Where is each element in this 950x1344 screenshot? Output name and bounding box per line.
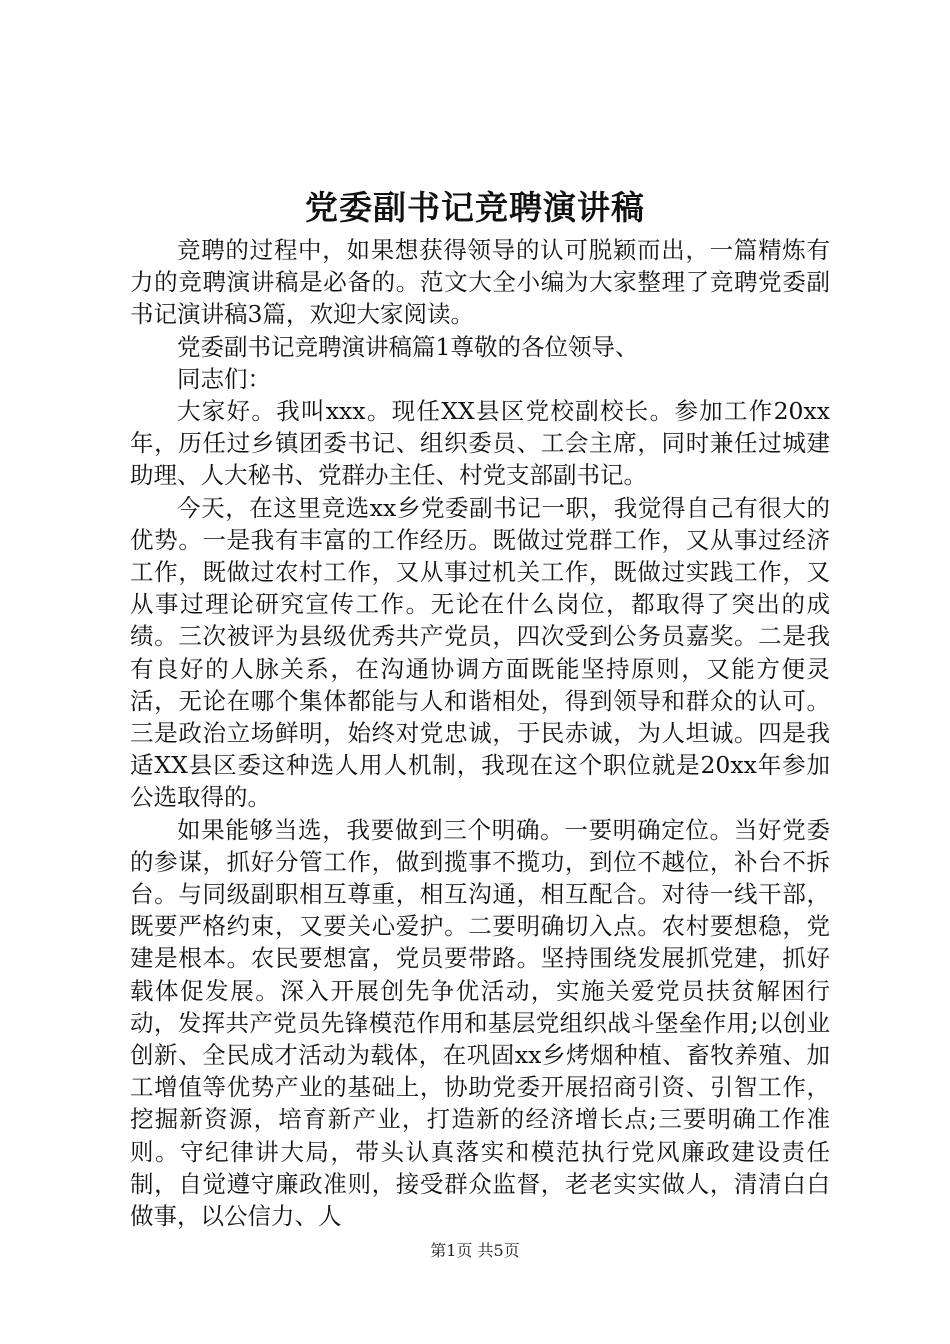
document-title: 党委副书记竞聘演讲稿 [305,188,645,227]
paragraph-intro: 竞聘的过程中，如果想获得领导的认可脱颖而出，一篇精炼有力的竞聘演讲稿是必备的。范文大全小编为大家整理了竞聘党委副书记演讲稿3篇，欢迎大家阅读。 [130,236,830,329]
paragraph-advantages: 今天，在这里竞选xx乡党委副书记一职，我觉得自己有很大的优势。一是我有丰富的工作经历。既做过党群工作，又从事过经济工作，既做过农村工作，又从事过机关工作，既做过实践工作，又从事过理论研究宣传工作。无论在什么岗位，都取得了突出的成绩。三次被评为县级优秀共产党员，四次受到公务员嘉奖。二是我有良好的人脉关系，在沟通协调方面既能坚持原则，又能方便灵活，无论在哪个集体都能与人和谐相处，得到领导和群众的认可。三是政治立场鲜明，始终对党忠诚，于民赤诚，为人坦诚。四是我适XX县区委这种选人用人机制，我现在这个职位就是20xx年参加公选取得的。 [130,493,830,812]
page-footer: 第1页 共5页 [430,1241,520,1260]
paragraph-salutation: 同志们： [177,364,271,393]
document-body [130,234,830,1232]
paragraph-self-intro: 大家好。我叫xxx。现任XX县区党校副校长。参加工作20xx年，历任过乡镇团委书记、组织委员、工会主席，同时兼任过城建助理、人大秘书、党群办主任、村党支部副书记。 [130,397,830,490]
paragraph-plans: 如果能够当选，我要做到三个明确。一要明确定位。当好党委的参谋，抓好分管工作，做到揽事不揽功，到位不越位，补台不拆台。与同级副职相互尊重，相互沟通，相互配合。对待一线干部，既要严格约束，又要关心爱护。二要明确切入点。农村要想稳，党建是根本。农民要想富，党员要带路。坚持围绕发展抓党建，抓好载体促发展。深入开展创先争优活动，实施关爱党员扶贫解困行动，发挥共产党员先锋模范作用和基层党组织战斗堡垒作用;以创业创新、全民成才活动为载体，在巩固xx乡烤烟种植、畜牧养殖、加工增值等优势产业的基础上，协助党委开展招商引资、引智工作，挖掘新资源，培育新产业，打造新的经济增长点;三要明确工作准则。守纪律讲大局，带头认真落实和模范执行党风廉政建设责任制，自觉遵守廉政准则，接受群众监督，老老实实做人，清清白白做事，以公信力、人 [130,815,830,1231]
paragraph-heading: 党委副书记竞聘演讲稿篇1尊敬的各位领导、 [177,332,639,361]
